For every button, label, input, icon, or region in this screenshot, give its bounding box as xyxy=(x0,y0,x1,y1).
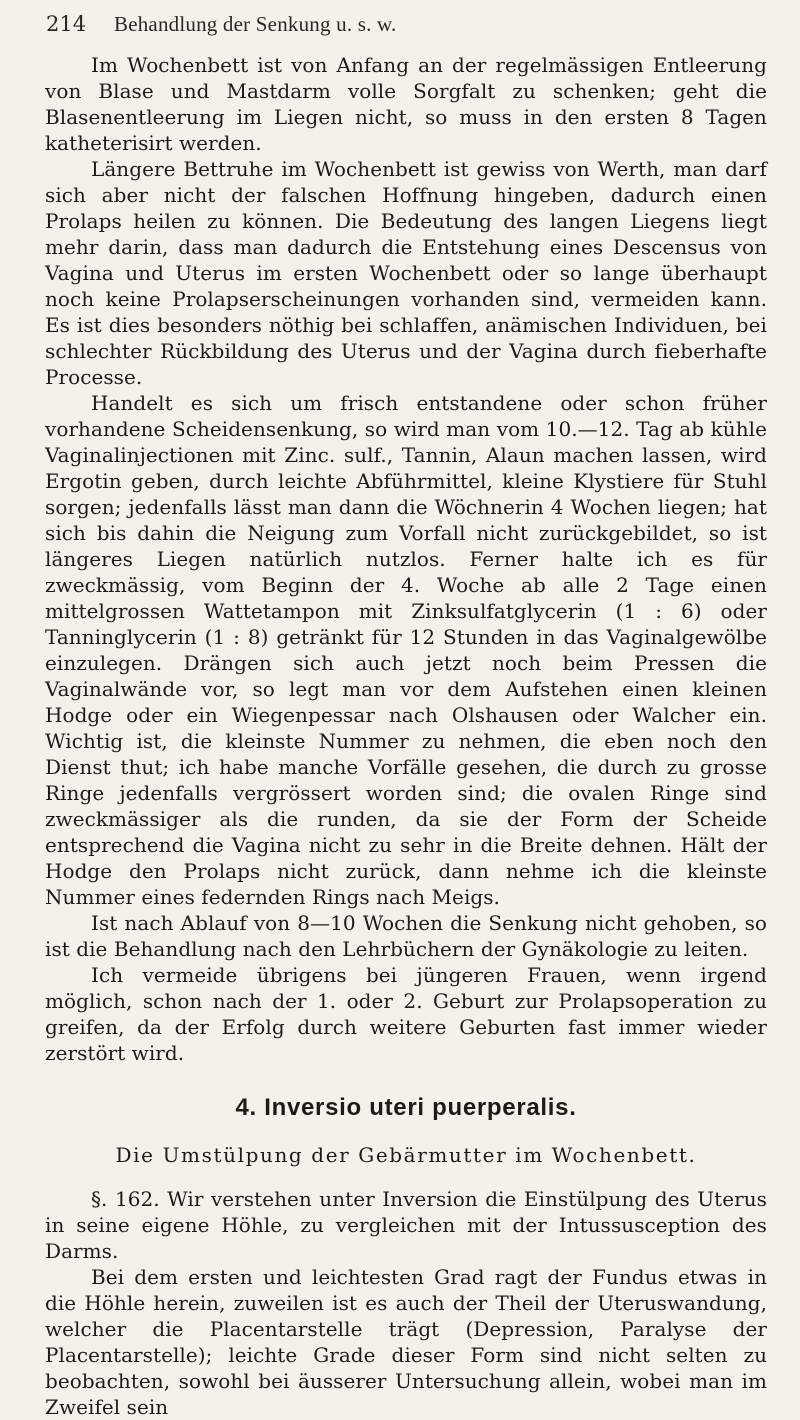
section-subtitle: Die Umstülpung der Gebärmutter im Wochenbett. xyxy=(115,1143,697,1167)
section-heading: 4. Inversio uteri puerperalis. xyxy=(235,1094,577,1121)
paragraph-4: Ist nach Ablauf von 8—10 Wochen die Senkung nicht gehoben, so ist die Behandlung nach den Lehrbüchern der Gynäkologie zu leiten. xyxy=(45,911,767,961)
page-number: 214 xyxy=(46,12,87,36)
paragraph-1: Im Wochenbett ist von Anfang an der regelmässigen Entleerung von Blase und Mastdarm volle Sorgfalt zu schenken; geht die Blasenentleerung im Liegen nicht, so muss in den ersten 8 Tagen katheterisirt werden. xyxy=(45,53,767,155)
paragraph-2: Längere Bettruhe im Wochenbett ist gewiss von Werth, man darf sich aber nicht der falschen Hoffnung hingeben, dadurch einen Prolaps heilen zu können. Die Bedeutung des langen Liegens liegt mehr darin, dass man dadurch die Entstehung eines Descensus von Vagina und Uterus im ersten Wochenbett oder so lange überhaupt noch keine Prolapserscheinungen vorhanden sind, vermeiden kann. Es ist dies besonders nöthig bei schlaffen, anämischen Individuen, bei schlechter Rückbildung des Uterus und der Vagina durch fieberhafte Processe. xyxy=(45,157,767,389)
running-head xyxy=(46,12,760,48)
paragraph-5: Ich vermeide übrigens bei jüngeren Frauen, wenn irgend möglich, schon nach der 1. oder 2. Geburt zur Prolapsoperation zu greifen, da der Erfolg durch weitere Geburten fast immer wieder zerstört wird. xyxy=(45,963,767,1065)
section-paragraph-2: Bei dem ersten und leichtesten Grad ragt der Fundus etwas in die Höhle herein, zuweilen ist es auch der Theil der Uteruswandung, welcher die Placentarstelle trägt (Depression, Paralyse der Placentarstelle); leichte Grade dieser Form sind nicht selten zu beobachten, sowohl bei äusserer Untersuchung allein, wobei man im Zweifel sein xyxy=(45,1265,767,1419)
paragraph-3: Handelt es sich um frisch entstandene oder schon früher vorhandene Scheidensenkung, so wird man vom 10.—12. Tag ab kühle Vaginalinjectionen mit Zinc. sulf., Tannin, Alaun machen lassen, wird Ergotin geben, durch leichte Abführmittel, kleine Klystiere für Stuhl sorgen; jedenfalls lässt man dann die Wöchnerin 4 Wochen liegen; hat sich bis dahin die Neigung zum Vorfall nicht zurückgebildet, so ist längeres Liegen natürlich nutzlos. Ferner halte ich es für zweckmässig, vom Beginn der 4. Woche ab alle 2 Tage einen mittelgrossen Wattetampon mit Zinksulfatglycerin (1 : 6) oder Tanninglycerin (1 : 8) getränkt für 12 Stunden in das Vaginalgewölbe einzulegen. Drängen sich auch jetzt noch beim Pressen die Vaginalwände vor, so legt man vor dem Aufstehen einen kleinen Hodge oder ein Wiegenpessar nach Olshausen oder Walcher ein. Wichtig ist, die kleinste Nummer zu nehmen, die eben noch den Dienst thut; ich habe manche Vorfälle gesehen, die durch zu grosse Ringe jedenfalls vergrössert worden sind; die ovalen Ringe sind zweckmässiger als die runden, da sie der Form der Scheide entsprechend die Vagina nicht zu sehr in die Breite dehnen. Hält der Hodge den Prolaps nicht zurück, dann nehme ich die kleinste Nummer eines federnden Rings nach Meigs. xyxy=(45,391,767,909)
section-paragraph-1: §. 162. Wir verstehen unter Inversion die Einstülpung des Uterus in seine eigene Höhle, zu vergleichen mit der Intussusception des Darms. xyxy=(45,1187,767,1263)
body-text xyxy=(45,52,767,1420)
running-title: Behandlung der Senkung u. s. w. xyxy=(114,12,397,36)
